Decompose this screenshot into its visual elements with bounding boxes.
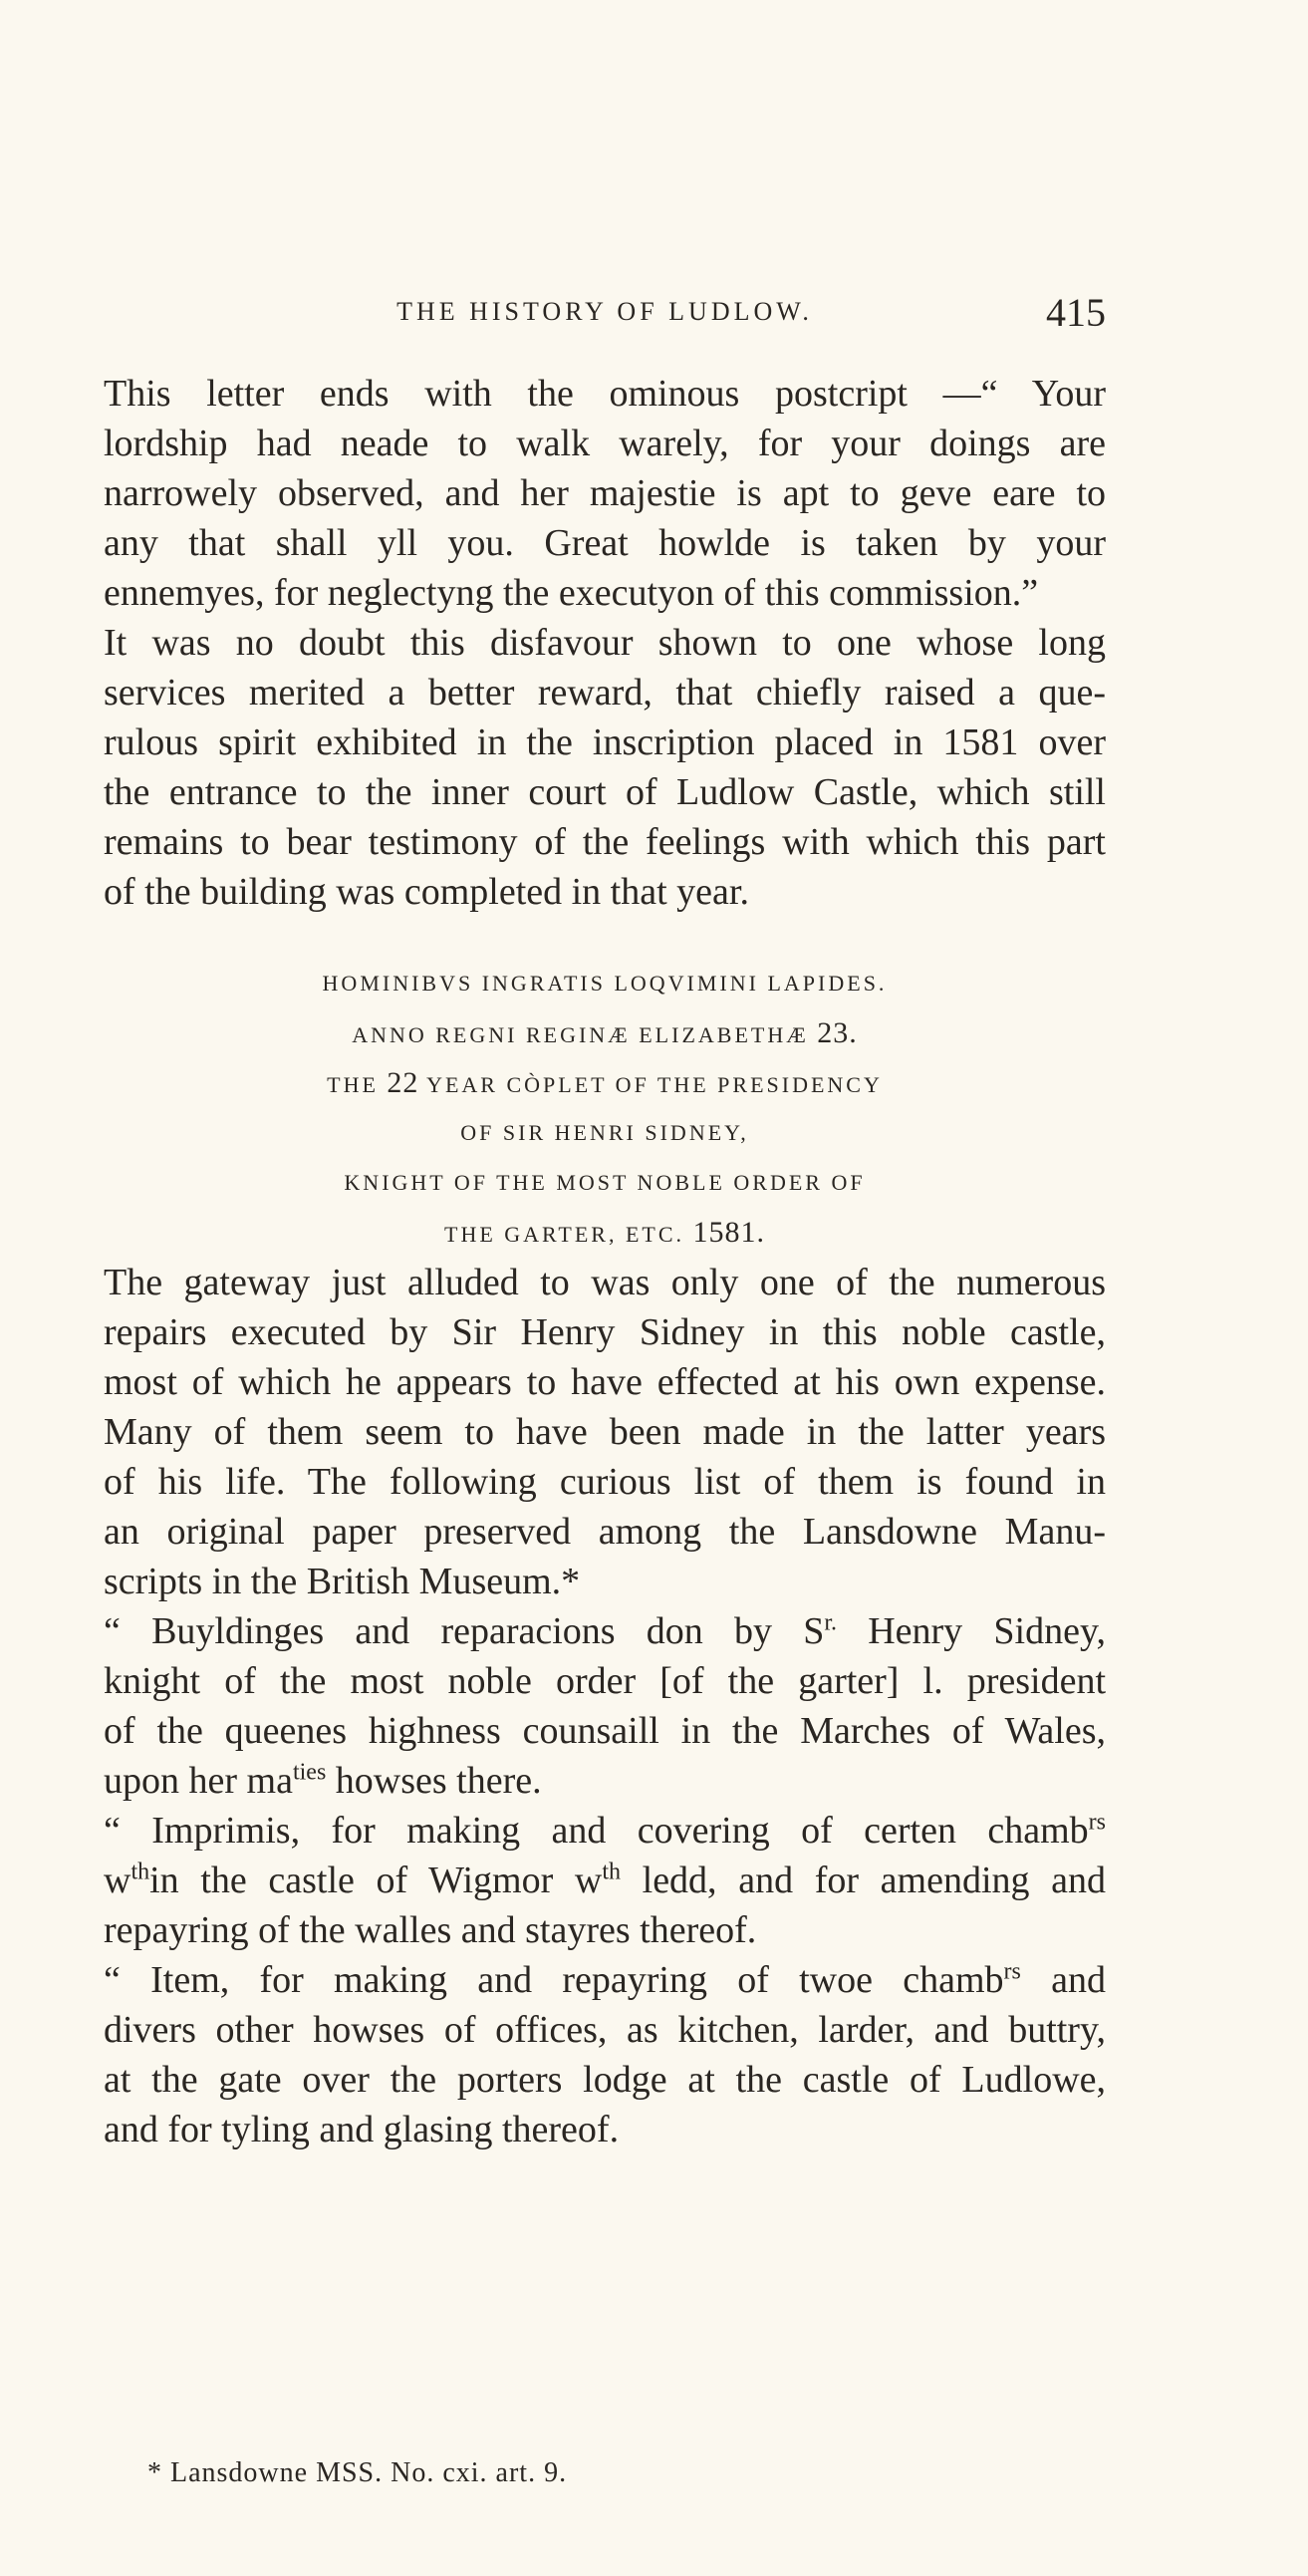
page-number: 415 — [1046, 290, 1106, 335]
inscription-text: ANNO REGNI REGINÆ ELIZABETHÆ — [352, 1022, 809, 1047]
text-line — [104, 1856, 1106, 1905]
paragraph-letter-ending — [104, 369, 1106, 618]
inscription-text: THE — [327, 1072, 379, 1097]
text-segment: and — [1020, 1959, 1106, 2001]
superscript: rs — [1003, 1958, 1021, 1985]
text-line: knight of the most noble order [of the garter] l. president — [104, 1660, 1106, 1702]
text-line: an original paper preserved among the Lansdowne Manu- — [104, 1511, 1106, 1553]
text-segment: upon her ma — [104, 1760, 293, 1802]
paragraph-buyldinges — [104, 1606, 1106, 1806]
text-line — [104, 1606, 1106, 1656]
text-line: divers other howses of offices, as kitchen, larder, and buttry, — [104, 2009, 1106, 2051]
superscript: rs — [1088, 1809, 1106, 1836]
running-head — [104, 291, 1106, 341]
inscription-line: OF SIR HENRI SIDNEY, — [460, 1120, 749, 1145]
text-line: of the queenes highness counsaill in the Marches of Wales, — [104, 1710, 1106, 1752]
text-line: the entrance to the inner court of Ludlow Castle, which still — [104, 771, 1106, 813]
text-segment: howses there. — [326, 1760, 542, 1802]
text-line: ennemyes, for neglectyng the executyon of this commission.” — [104, 572, 1039, 614]
inscription-line: HOMINIBVS INGRATIS LOQVIMINI LAPIDES. — [322, 971, 888, 996]
text-line: of his life. The following curious list of them is found in — [104, 1461, 1106, 1503]
paragraph-gateway — [104, 1258, 1106, 1606]
paragraph-item — [104, 1955, 1106, 2154]
inscription-text: YEAR CÒPLET OF THE PRESIDENCY — [426, 1072, 883, 1097]
text-segment: “ Buyldinges and reparacions don by S — [104, 1610, 825, 1652]
superscript: r. — [824, 1609, 838, 1636]
text-line: at the gate over the porters lodge at the castle of Ludlowe, — [104, 2059, 1106, 2101]
text-line: services merited a better reward, that chiefly raised a que- — [104, 672, 1106, 714]
inscription-line — [104, 1058, 1106, 1108]
text-line: any that shall yll you. Great howlde is taken by your — [104, 522, 1106, 564]
text-segment: ledd, and for amending and — [621, 1860, 1106, 1901]
inscription-number: 23. — [817, 1016, 858, 1049]
text-line: repayring of the walles and stayres thereof. — [104, 1909, 757, 1951]
text-line: most of which he appears to have effected at his own expense. — [104, 1361, 1106, 1403]
inscription-line — [104, 1208, 1106, 1258]
paragraph-imprimis — [104, 1806, 1106, 1955]
text-line: It was no doubt this disfavour shown to one whose long — [104, 622, 1106, 664]
inscription-line — [104, 1008, 1106, 1058]
castle-inscription — [104, 959, 1106, 1258]
text-line: rulous spirit exhibited in the inscription placed in 1581 over — [104, 721, 1106, 763]
text-segment: in the castle of Wigmor w — [149, 1860, 603, 1901]
inscription-number: 1581. — [692, 1216, 765, 1249]
text-line: The gateway just alluded to was only one of the numerous — [104, 1262, 1106, 1303]
inscription-number: 22 — [387, 1066, 419, 1099]
text-segment: w — [104, 1860, 131, 1901]
inscription-line: KNIGHT OF THE MOST NOBLE ORDER OF — [344, 1170, 866, 1195]
text-line: and for tyling and glasing thereof. — [104, 2109, 620, 2150]
footnote: * Lansdowne MSS. No. cxi. art. 9. — [147, 2457, 568, 2488]
text-line: Many of them seem to have been made in the latter years — [104, 1411, 1106, 1453]
text-segment: “ Imprimis, for making and covering of certen chamb — [104, 1810, 1089, 1852]
text-line — [104, 1806, 1106, 1856]
paragraph-disfavour — [104, 618, 1106, 917]
superscript: ties — [292, 1759, 327, 1786]
text-line: remains to bear testimony of the feelings with which this part — [104, 821, 1106, 863]
text-line — [104, 1955, 1106, 2005]
text-segment: Henry Sidney, — [837, 1610, 1106, 1652]
superscript: th — [602, 1859, 621, 1885]
text-line: repairs executed by Sir Henry Sidney in this noble castle, — [104, 1311, 1106, 1353]
superscript: th — [131, 1859, 150, 1885]
text-line — [104, 1756, 1106, 1806]
text-line: scripts in the British Museum.* — [104, 1561, 581, 1602]
text-line: narrowely observed, and her majestie is apt to geve eare to — [104, 472, 1106, 514]
inscription-text: THE GARTER, ETC. — [444, 1222, 684, 1247]
running-title: THE HISTORY OF LUDLOW. — [396, 297, 813, 326]
text-segment: “ Item, for making and repayring of twoe chamb — [104, 1959, 1004, 2001]
text-line: This letter ends with the ominous postcript —“ Your — [104, 373, 1106, 415]
text-line: lordship had neade to walk warely, for your doings are — [104, 423, 1106, 464]
text-line: of the building was completed in that year. — [104, 871, 749, 913]
